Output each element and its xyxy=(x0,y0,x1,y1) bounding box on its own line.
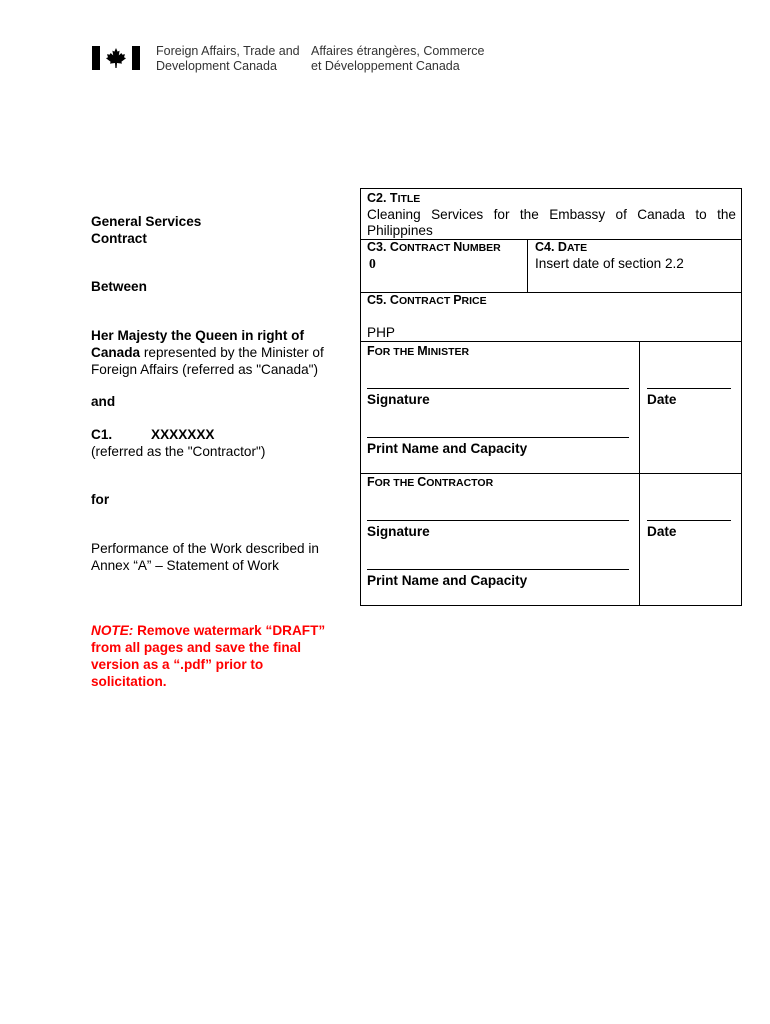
contract-number-value: 0 xyxy=(369,256,376,271)
c4-rest: ATE xyxy=(566,242,588,254)
flag-left-bar xyxy=(92,46,100,70)
contract-price-value: PHP xyxy=(367,325,395,340)
department-name-en xyxy=(156,44,300,74)
table-divider xyxy=(360,473,742,474)
canada-flag-logo xyxy=(92,46,140,70)
party-canada-bold: Canada xyxy=(91,345,141,360)
minister-rest2: INISTER xyxy=(427,346,470,358)
department-name-fr xyxy=(311,44,484,74)
org-en-line1: Foreign Affairs, Trade and xyxy=(156,44,300,58)
c5-rest2: RICE xyxy=(461,295,487,307)
contractor-rest1: OR THE xyxy=(374,477,418,489)
draft-note xyxy=(91,622,325,690)
contractor-date-label: Date xyxy=(647,524,677,539)
contractor-c: C xyxy=(417,475,427,489)
c2-rest: ITLE xyxy=(397,193,421,205)
party-canada-rest: represented by the Minister of xyxy=(140,345,324,360)
c5-contract-price-label xyxy=(367,293,487,309)
for-the-minister-label xyxy=(367,344,469,360)
for-label: for xyxy=(91,492,110,507)
between-label: Between xyxy=(91,279,147,294)
c4-date-label xyxy=(535,240,587,256)
contractor-name: XXXXXXX xyxy=(151,427,215,442)
c5-rest1: ONTRACT xyxy=(398,295,454,307)
minister-f: F xyxy=(367,344,375,358)
minister-rest1: OR THE xyxy=(374,346,418,358)
contractor-note: (referred as the "Contractor") xyxy=(91,444,266,459)
contractor-print-name-line xyxy=(367,569,629,570)
maple-leaf-icon xyxy=(105,48,127,68)
c3-rest2: UMBER xyxy=(462,242,501,254)
flag-right-bar xyxy=(132,46,140,70)
table-divider xyxy=(360,341,742,342)
minister-print-name-line xyxy=(367,437,629,438)
party-canada-line3: Foreign Affairs (referred as "Canada") xyxy=(91,362,319,377)
party-canada xyxy=(91,327,324,378)
minister-signature-label: Signature xyxy=(367,392,430,407)
performance-text xyxy=(91,540,319,574)
c2-title-label xyxy=(367,191,420,207)
performance-line2: Annex “A” – Statement of Work xyxy=(91,558,279,573)
draft-note-line4: solicitation. xyxy=(91,674,167,689)
contract-title-value-line1: Cleaning Services for the Embassy of Canada to the xyxy=(367,207,736,222)
c3-contract-number-label xyxy=(367,240,501,256)
draft-note-line3: version as a “.pdf” prior to xyxy=(91,657,264,672)
table-divider xyxy=(527,239,528,293)
c1-label: C1. xyxy=(91,427,113,442)
contractor-signature-line xyxy=(367,520,629,521)
party-canada-line2 xyxy=(91,344,324,361)
contractor-signature-label: Signature xyxy=(367,524,430,539)
contract-title-line1: General Services xyxy=(91,214,202,229)
org-fr-line1: Affaires étrangères, Commerce xyxy=(311,44,485,58)
c5-code: C5. C xyxy=(367,293,399,307)
for-the-contractor-label xyxy=(367,475,493,491)
minister-signature-line xyxy=(367,388,629,389)
and-label: and xyxy=(91,394,116,409)
minister-date-label: Date xyxy=(647,392,677,407)
c3-rest1: ONTRACT xyxy=(398,242,454,254)
contractor-date-line xyxy=(647,520,731,521)
performance-line1: Performance of the Work described in xyxy=(91,541,319,556)
contractor-rest2: ONTRACTOR xyxy=(426,477,494,489)
contract-title-line2: Contract xyxy=(91,231,147,246)
party-canada-line1: Her Majesty the Queen in right of xyxy=(91,328,304,343)
draft-note-line1 xyxy=(91,622,325,639)
contractor-print-name-label: Print Name and Capacity xyxy=(367,573,528,588)
minister-date-line xyxy=(647,388,731,389)
note-label: NOTE: xyxy=(91,623,134,638)
org-fr-line2: et Développement Canada xyxy=(311,59,460,73)
note-line1-text: Remove watermark “DRAFT” xyxy=(133,623,326,638)
minister-m: M xyxy=(417,344,428,358)
draft-note-line2: from all pages and save the final xyxy=(91,640,302,655)
c3-code: C3. C xyxy=(367,240,399,254)
contract-date-value: Insert date of section 2.2 xyxy=(535,256,684,271)
minister-print-name-label: Print Name and Capacity xyxy=(367,441,528,456)
table-divider xyxy=(639,341,640,606)
c5-p: P xyxy=(453,293,462,307)
contractor-f: F xyxy=(367,475,375,489)
c3-n: N xyxy=(453,240,463,254)
c4-code: C4. D xyxy=(535,240,567,254)
org-en-line2: Development Canada xyxy=(156,59,277,73)
c2-code: C2. T xyxy=(367,191,398,205)
contract-title xyxy=(91,213,201,247)
contract-title-value-line2: Philippines xyxy=(367,223,433,238)
